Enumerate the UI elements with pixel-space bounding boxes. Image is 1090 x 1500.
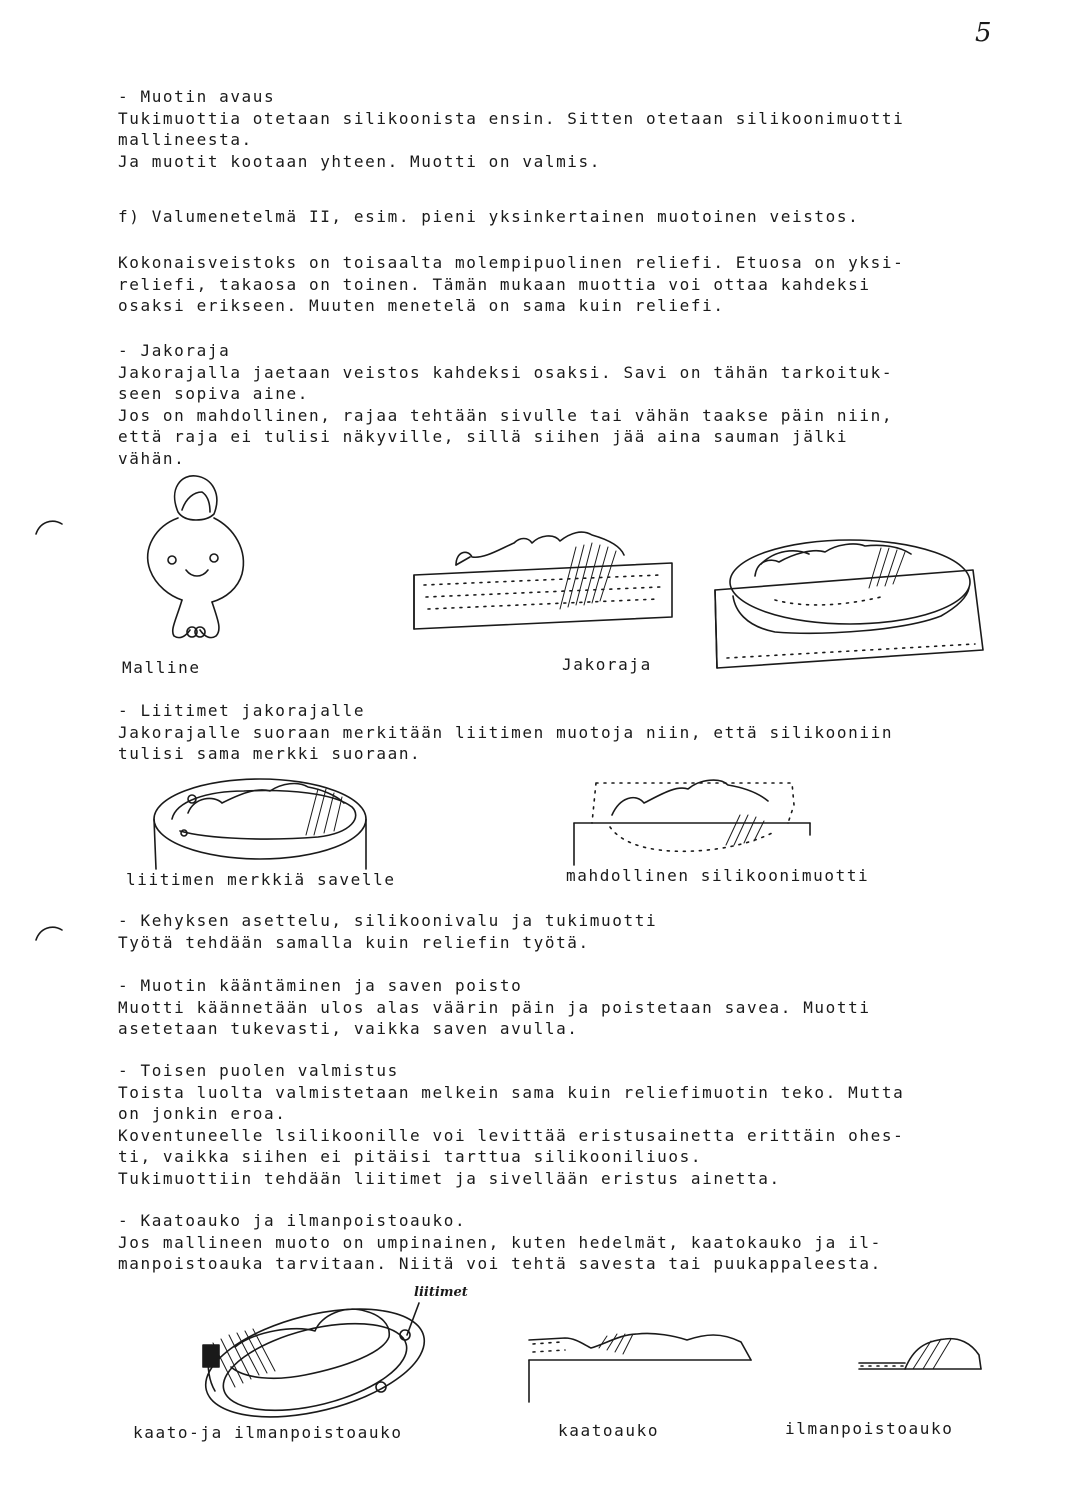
text-line: Muotti käännetään ulos alas väärin päin ja poistetaan savea. Muotti [118, 997, 871, 1017]
text-line: Jos mallineen muoto on umpinainen, kuten hedelmät, kaatokauko ja il- [118, 1232, 882, 1252]
section-muotin-kaantaminen [118, 975, 1018, 1040]
text-line: asetetaan tukevasti, vaikka saven avulla. [118, 1019, 579, 1038]
caption-kaatoauko: kaatoauko [558, 1421, 660, 1440]
text-line: Toista luolta valmistetaan melkein sama kuin reliefimuotin teko. Mutta [118, 1082, 905, 1102]
text-line: seen sopiva aine. [118, 384, 309, 403]
text-line: ti, vaikka siihen ei pitäisi tarttua silikooniliuos. [118, 1147, 703, 1166]
punch-hole-mark [34, 516, 64, 536]
caption-jakoraja: Jakoraja [562, 655, 652, 674]
text-line: Jakorajalla jaetaan veistos kahdeksi osaksi. Savi on tähän tarkoituk- [118, 362, 894, 382]
section-kehyksen-asettelu [118, 910, 1018, 953]
page-number: 5 [975, 18, 992, 48]
text-line: manpoistoauka tarvitaan. Niitä voi tehtä savesta tai puukappaleesta. [118, 1254, 882, 1273]
text-line: mallineesta. [118, 130, 253, 149]
caption-liitimen-merkkia: liitimen merkkiä savelle [126, 870, 396, 889]
text-line: - Muotin avaus [118, 87, 276, 106]
text-line: Koventuneelle lsilikoonille voi levittää eristusainetta erittäin ohes- [118, 1125, 905, 1145]
liitimen-merkkia-figure [148, 775, 378, 875]
text-line: Jos on mahdollinen, rajaa tehtään sivulle tai vähän taakse päin niin, [118, 405, 894, 425]
text-line: osaksi erikseen. Muuten menetelä on sama kuin reliefi. [118, 296, 725, 315]
text-line: - Kehyksen asettelu, silikoonivalu ja tukimuotti [118, 911, 658, 930]
kaatoauko-figure [525, 1330, 755, 1405]
section-kaatoauko [118, 1210, 1018, 1275]
caption-kaato-ja: kaato-ja ilmanpoistoauko [133, 1423, 403, 1442]
text-line: Kokonaisveistoks on toisaalta molempipuolinen reliefi. Etuosa on yksi- [118, 253, 905, 272]
text-line: Jakorajalle suoraan merkitään liitimen muotoja niin, että silikooniin [118, 722, 894, 742]
punch-hole-mark [34, 922, 64, 942]
section-jakoraja [118, 340, 1018, 469]
caption-mahdollinen: mahdollinen silikoonimuotti [566, 866, 870, 885]
text-line: - Toisen puolen valmistus [118, 1061, 399, 1080]
text-line: f) Valumenetelmä II, esim. pieni yksinkertainen muotoinen veistos. [118, 207, 860, 226]
text-line: Tukimuottiin tehdään liitimet ja sivellään eristus ainetta. [118, 1168, 781, 1188]
section-kokonaisveistos [118, 252, 1018, 317]
text-line: Tukimuottia otetaan silikoonista ensin. Sitten otetaan silikoonimuotti [118, 108, 905, 128]
text-line: - Muotin kääntäminen ja saven poisto [118, 976, 523, 995]
text-line: Työtä tehdään samalla kuin reliefin työtä. [118, 932, 590, 952]
text-line: vähän. [118, 448, 186, 468]
section-heading-f [118, 206, 1018, 228]
handwritten-liitimet: liitimet [414, 1285, 468, 1300]
kaato-ja-ilmanpoistoauko-figure [195, 1295, 445, 1425]
text-line: reliefi, takaosa on toinen. Tämän mukaan muottia voi ottaa kahdeksi [118, 274, 871, 294]
caption-ilmanpoistoauko: ilmanpoistoauko [785, 1419, 954, 1438]
jakoraja-mold-figure [705, 540, 995, 680]
ilmanpoistoauko-figure [855, 1335, 985, 1385]
text-line: - Kaatoauko ja ilmanpoistoauko. [118, 1211, 467, 1230]
mahdollinen-silikoonimuotti-figure [570, 775, 815, 870]
text-line: on jonkin eroa. [118, 1104, 287, 1123]
text-line: - Liitimet jakorajalle [118, 701, 366, 720]
malline-figure [130, 470, 260, 645]
text-line: - Jakoraja [118, 341, 231, 360]
jakoraja-figure [410, 525, 680, 645]
section-liitimet [118, 700, 1018, 765]
text-line: Ja muotit kootaan yhteen. Muotti on valmis. [118, 151, 602, 171]
text-line: että raja ei tulisi näkyville, sillä siihen jää aina sauman jälki [118, 427, 849, 446]
section-muotin-avaus [118, 86, 1018, 172]
text-line: tulisi sama merkki suoraan. [118, 744, 422, 763]
section-toisen-puolen [118, 1060, 1018, 1189]
caption-malline: Malline [122, 658, 201, 677]
